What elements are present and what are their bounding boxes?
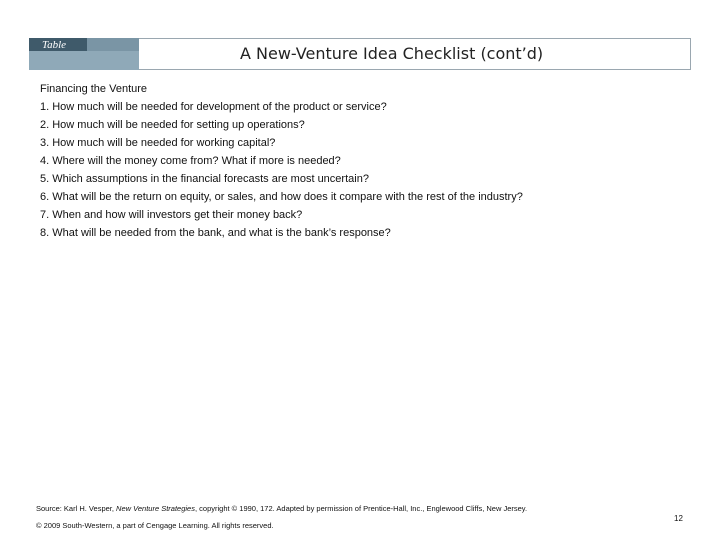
source-suffix: , copyright © 1990, 172. Adapted by permission of Prentice-Hall, Inc., Englewood Cliffs, New Jersey. — [194, 504, 528, 513]
checklist-item: 2. How much will be needed for setting up operations? — [40, 119, 305, 131]
checklist-item: 1. How much will be needed for development of the product or service? — [40, 101, 387, 113]
checklist-item: 6. What will be the return on equity, or sales, and how does it compare with the rest of the industry? — [40, 191, 523, 203]
source-citation — [36, 500, 686, 517]
checklist-item: 3. How much will be needed for working capital? — [40, 137, 276, 149]
checklist-item: 4. Where will the money come from? What if more is needed? — [40, 155, 341, 167]
footer — [36, 500, 686, 534]
source-prefix: Source: Karl H. Vesper, — [36, 504, 117, 513]
copyright-notice: © 2009 South-Western, a part of Cengage Learning. All rights reserved. — [36, 521, 274, 530]
source-title: New Venture Strategies — [116, 504, 195, 513]
page-number: 12 — [674, 514, 683, 523]
checklist-item: 8. What will be needed from the bank, and what is the bank’s response? — [40, 227, 391, 239]
checklist-item: 7. When and how will investors get their money back? — [40, 209, 303, 221]
section-heading: Financing the Venture — [40, 83, 148, 95]
checklist-item: 5. Which assumptions in the financial forecasts are most uncertain? — [40, 173, 369, 185]
checklist-section — [40, 80, 690, 242]
slide-title: A New-Venture Idea Checklist (cont’d) — [240, 44, 544, 63]
table-label: Table — [42, 39, 67, 51]
